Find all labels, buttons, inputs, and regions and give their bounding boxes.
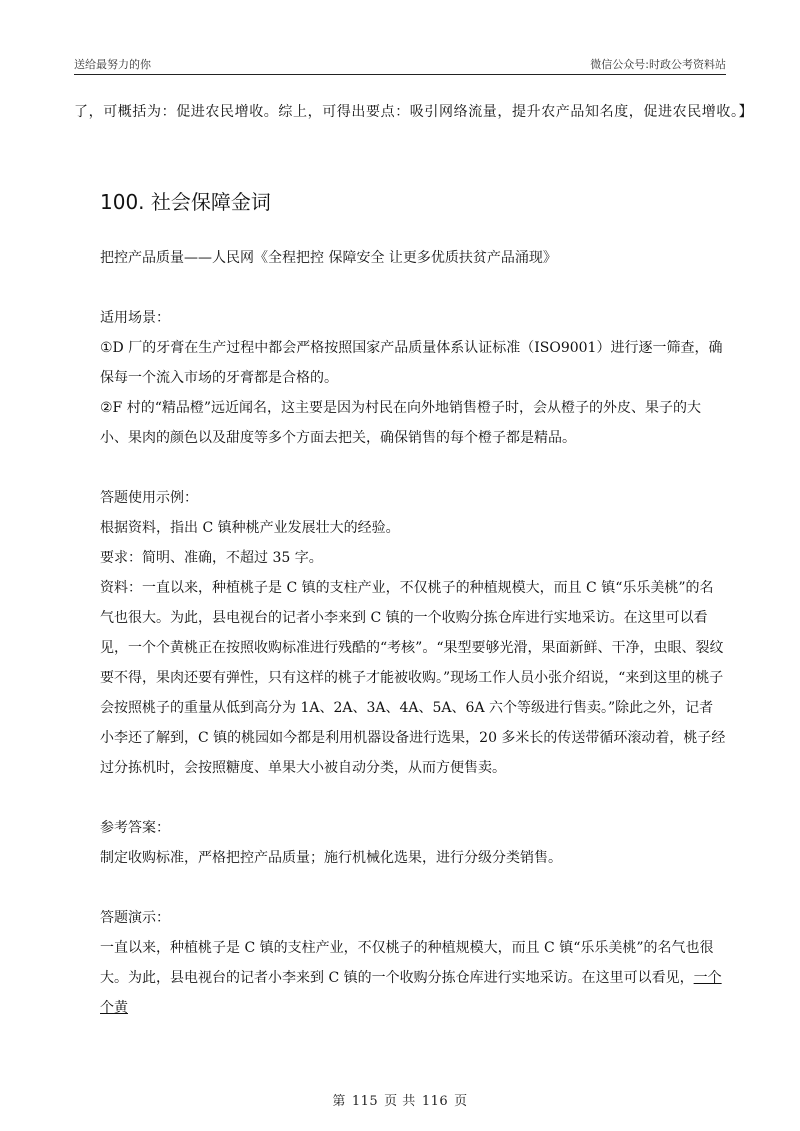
header-slogan: 送给最努力的你 (74, 58, 151, 71)
page-header (74, 52, 726, 75)
section-title: 100. 社会保障金词 (100, 190, 271, 214)
section-subtitle: 把控产品质量——人民网《全程把控 保障安全 让更多优质扶贫产品涌现》 (100, 250, 557, 266)
scenes-heading: 适用场景： (100, 310, 170, 326)
footer-suffix: 页 (454, 1094, 468, 1109)
demo-text-underlined: 一个个黄 (100, 970, 722, 1016)
page-footer (0, 1090, 800, 1109)
example-heading: 答题使用示例： (100, 490, 198, 506)
continuation-text: 了，可概括为：促进农民增收。综上，可得出要点：吸引网络流量，提升农产品知名度，促进农民增收。】 (74, 104, 754, 120)
answer-text: 制定收购标准，严格把控产品质量；施行机械化选果，进行分级分类销售。 (100, 850, 562, 866)
header-wechat-account: 微信公众号:时政公考资料站 (590, 58, 726, 71)
scene-item-1: ①D 厂的牙膏在生产过程中都会严格按照国家产品质量体系认证标准（ISO9001）进行逐一筛查，确保每一个流入市场的牙膏都是合格的。 (100, 340, 723, 386)
demo-text (100, 933, 726, 1023)
answer-heading: 参考答案： (100, 820, 170, 836)
demo-heading: 答题演示： (100, 910, 170, 926)
example-question: 根据资料，指出 C 镇种桃产业发展壮大的经验。 (100, 520, 400, 536)
example-requirement: 要求：简明、准确，不超过 35 字。 (100, 550, 323, 566)
footer-total-pages: 116 (421, 1094, 449, 1109)
demo-text-body: 一直以来，种植桃子是 C 镇的支柱产业，不仅桃子的种植规模大，而且 C 镇“乐乐美桃”的名气也很大。为此，县电视台的记者小李来到 C 镇的一个收购分拣仓库进行实地采访。在这里可以看见， (100, 940, 714, 986)
scene-item-2: ②F 村的“精品橙”远近闻名，这主要是因为村民在向外地销售橙子时，会从橙子的外皮、果子的大小、果肉的颜色以及甜度等多个方面去把关，确保销售的每个橙子都是精品。 (100, 400, 702, 446)
footer-middle: 页 共 (384, 1094, 416, 1109)
main-content (100, 243, 726, 1023)
footer-prefix: 第 (332, 1094, 346, 1109)
example-material: 资料：一直以来，种植桃子是 C 镇的支柱产业，不仅桃子的种植规模大，而且 C 镇“乐乐美桃”的名气也很大。为此，县电视台的记者小李来到 C 镇的一个收购分拣仓库进行实地采访。在这里可以看见，一个个黄桃正在按照收购标准进行残酷的“考核”。“果型要够光滑，果面新鲜、干净，虫眼、裂纹要不得，果肉还要有弹性，只有这样的桃子才能被收购。”现场工作人员小张介绍说，“来到这里的桃子会按照桃子的重量从低到高分为 1A、2A、3A、4A、5A、6A 六个等级进行售卖。”除此之外，记者小李还了解到，C 镇的桃园如今都是利用机器设备进行选果，20 多米长的传送带循环滚动着，桃子经过分拣机时，会按照糖度、单果大小被自动分类，从而方便售卖。 (100, 580, 726, 776)
footer-page-number: 115 (351, 1094, 379, 1109)
